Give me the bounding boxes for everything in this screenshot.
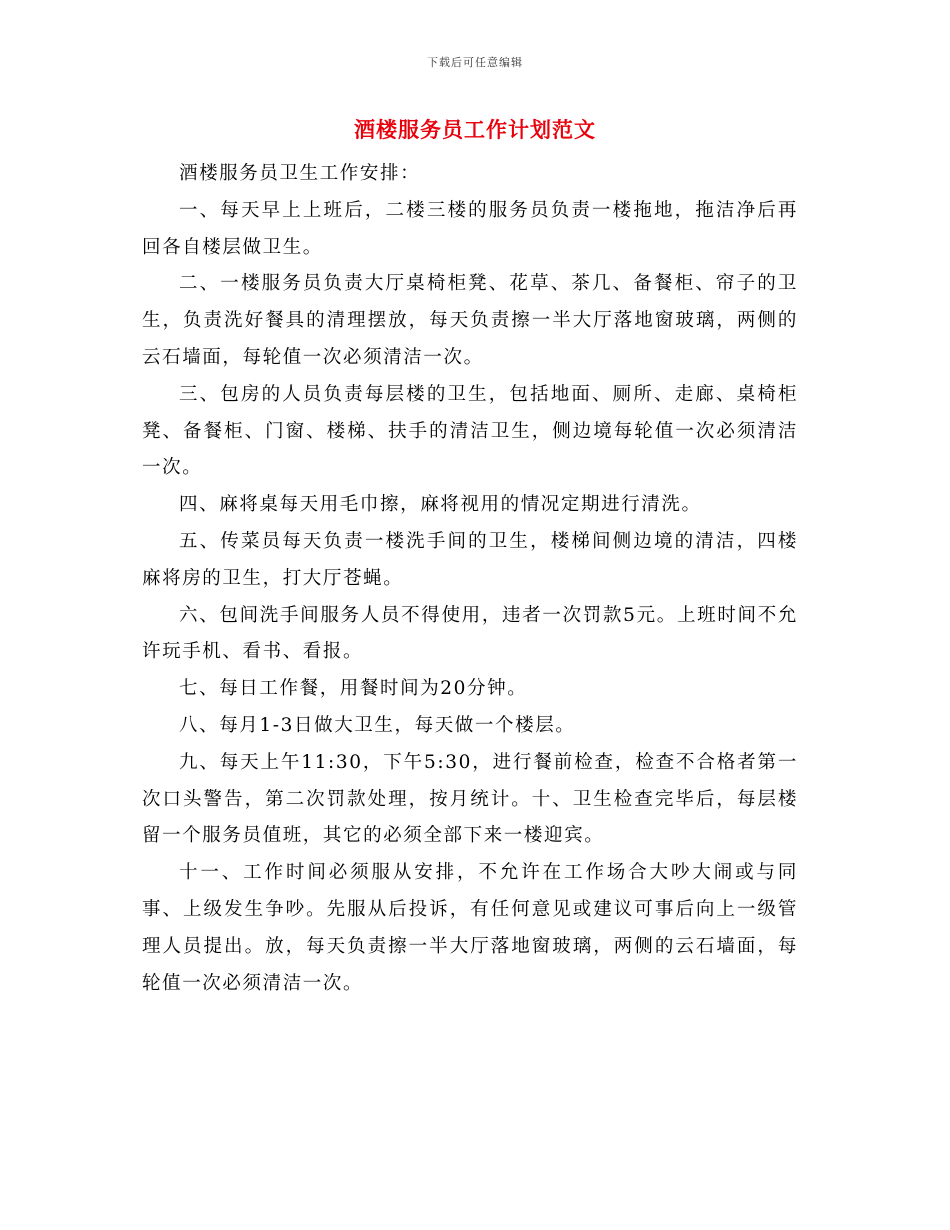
paragraph-4: 四、麻将桌每天用毛巾擦，麻将视用的情况定期进行清洗。 — [179, 494, 702, 516]
header-note: 下载后可任意编辑 — [427, 56, 523, 69]
paragraph-9: 九、每天上午11:30，下午5:30，进行餐前检查，检查不合格者第一次口头警告，第二次罚款处理，按月统计。十、卫生检查完毕后，每层楼留一个服务员值班，其它的必须全部下来一楼迎宾。 — [142, 751, 798, 847]
paragraph-1: 一、每天早上上班后，二楼三楼的服务员负责一楼拖地，拖洁净后再回各自楼层做卫生。 — [142, 199, 798, 258]
paragraph-7: 七、每日工作餐，用餐时间为20分钟。 — [179, 678, 528, 700]
document-title: 酒楼服务员工作计划范文 — [354, 117, 596, 142]
paragraph-11: 十一、工作时间必须服从安排，不允许在工作场合大吵大闹或与同事、上级发生争吵。先服从后投诉，有任何意见或建议可事后向上一级管理人员提出。放，每天负责擦一半大厅落地窗玻璃，两侧的云石墙面，每轮值一次必须清洁一次。 — [142, 862, 798, 994]
paragraph-8: 八、每月1-3日做大卫生，每天做一个楼层。 — [179, 714, 576, 736]
document-body — [142, 156, 798, 1002]
paragraph-3: 三、包房的人员负责每层楼的卫生，包括地面、厕所、走廊、桌椅柜凳、备餐柜、门窗、楼梯、扶手的清洁卫生，侧边境每轮值一次必须清洁一次。 — [142, 383, 798, 479]
paragraph-2: 二、一楼服务员负责大厅桌椅柜凳、花草、茶几、备餐柜、帘子的卫生，负责洗好餐具的清理摆放，每天负责擦一半大厅落地窗玻璃，两侧的云石墙面，每轮值一次必须清洁一次。 — [142, 273, 798, 368]
paragraph-6: 六、包间洗手间服务人员不得使用，违者一次罚款5元。上班时间不允许玩手机、看书、看报。 — [142, 604, 798, 663]
paragraph-intro: 酒楼服务员卫生工作安排： — [179, 163, 421, 184]
paragraph-5: 五、传菜员每天负责一楼洗手间的卫生，楼梯间侧边境的清洁，四楼麻将房的卫生，打大厅苍蝇。 — [142, 530, 798, 589]
